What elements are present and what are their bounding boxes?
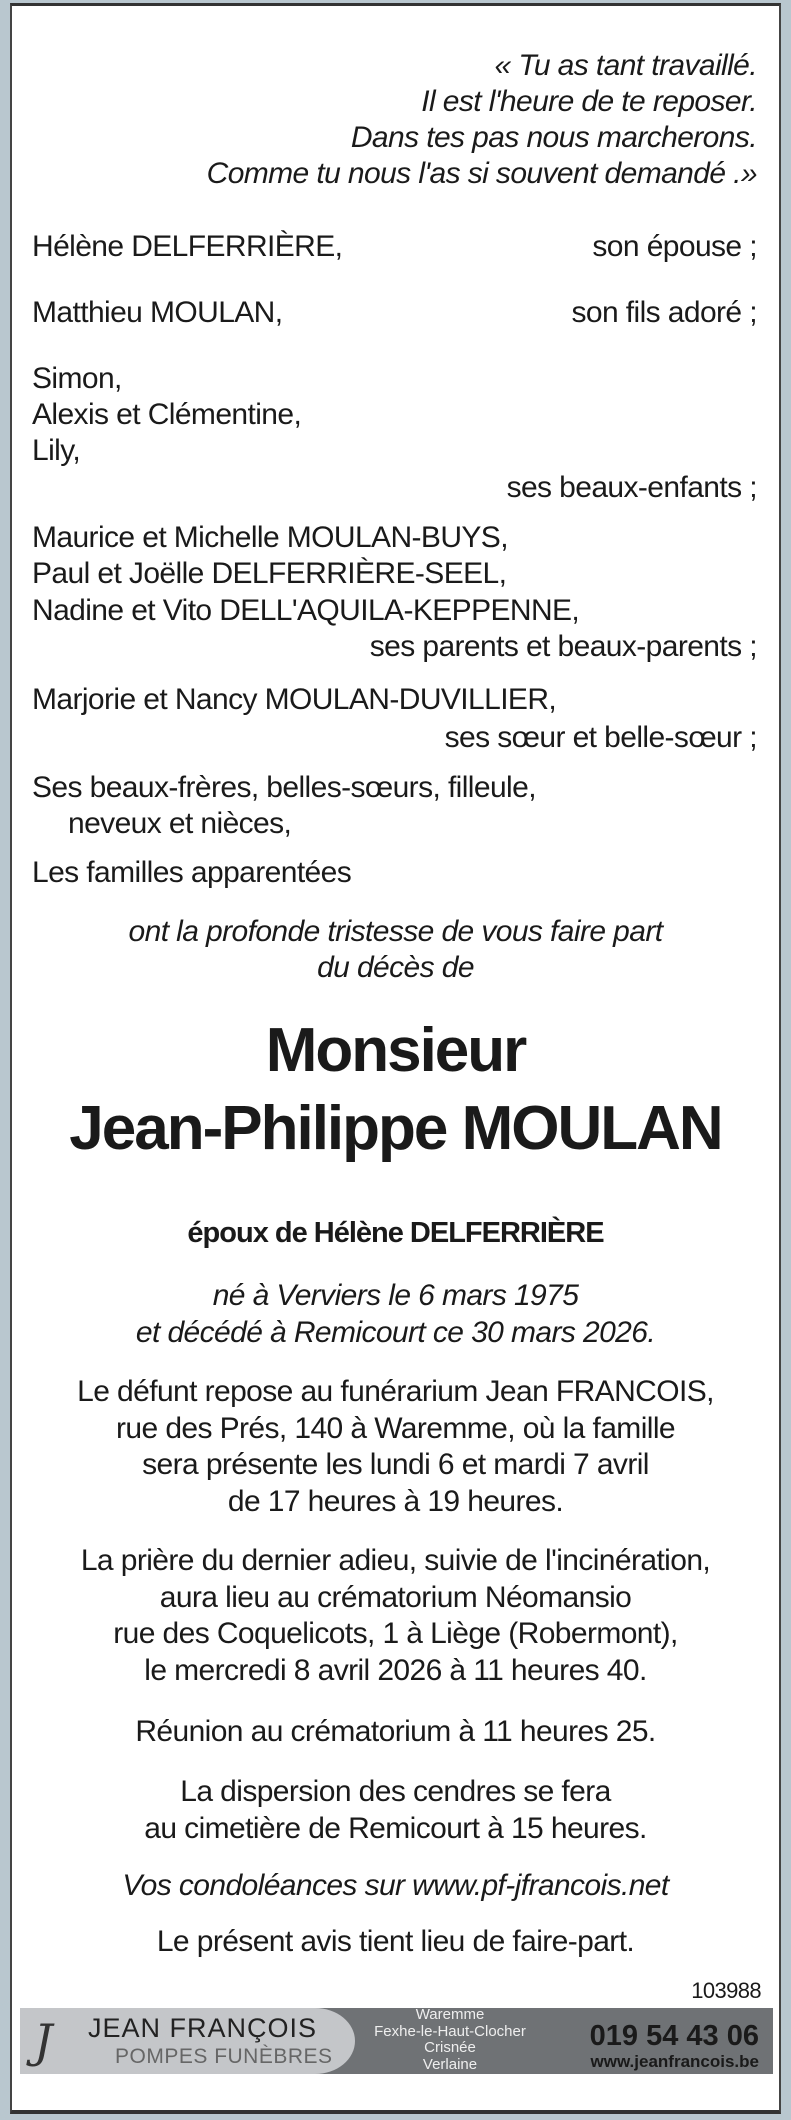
dispersion-line: au cimetière de Remicourt à 15 heures. — [144, 1812, 647, 1845]
sister-relation: ses sœur et belle-sœur ; — [444, 721, 757, 754]
condolences-line: Vos condoléances sur www.pf-jfrancois.net — [122, 1869, 669, 1902]
ceremony-line: aura lieu au crématorium Néomansio — [159, 1581, 632, 1614]
spouse-name: Hélène DELFERRIÈRE, — [32, 230, 343, 263]
reference-number: 103988 — [691, 1978, 761, 2003]
stepchild-line: Alexis et Clémentine, — [32, 398, 302, 431]
meeting-line: Réunion au crématorium à 11 heures 25. — [135, 1715, 656, 1748]
announcement-line: du décès de — [317, 951, 474, 984]
death-line: et décédé à Remicourt ce 30 mars 2026. — [135, 1316, 656, 1349]
parents-relation: ses parents et beaux-parents ; — [369, 630, 757, 663]
quote-line: Il est l'heure de te reposer. — [421, 85, 757, 118]
parents-line: Maurice et Michelle MOULAN-BUYS, — [32, 521, 508, 554]
quote-line: Dans tes pas nous marcherons. — [350, 121, 757, 154]
parents-line: Nadine et Vito DELL'AQUILA-KEPPENNE, — [32, 594, 580, 627]
nephews-line: neveux et nièces, — [68, 807, 292, 840]
deceased-name: Jean-Philippe MOULAN — [69, 1094, 722, 1163]
quote-line: « Tu as tant travaillé. — [494, 49, 757, 82]
town: Crisnée — [424, 2039, 476, 2056]
stepchild-line: Lily, — [32, 434, 81, 467]
sister-name: Marjorie et Nancy MOULAN-DUVILLIER, — [32, 683, 557, 716]
son-relation: son fils adoré ; — [571, 296, 757, 329]
announcement-line: ont la profonde tristesse de vous faire part — [128, 915, 663, 948]
stepchild-line: Simon, — [32, 362, 122, 395]
ceremony-line: le mercredi 8 avril 2026 à 11 heures 40. — [144, 1654, 647, 1687]
visitation-line: Le défunt repose au funérarium Jean FRANCOIS, — [77, 1375, 714, 1408]
relatives-line: Les familles apparentées — [32, 856, 352, 889]
funeral-home-banner — [20, 2008, 773, 2074]
parents-line: Paul et Joëlle DELFERRIÈRE-SEEL, — [32, 557, 507, 590]
phone-number: 019 54 43 06 — [589, 2020, 759, 2052]
signature-logo-icon: J — [34, 2014, 53, 2068]
stepchildren-relation: ses beaux-enfants ; — [506, 471, 757, 504]
town: Fexhe-le-Haut-Clocher — [374, 2022, 526, 2040]
deceased-spouse: époux de Hélène DELFERRIÈRE — [187, 1217, 604, 1249]
inlaws-line: Ses beaux-frères, belles-sœurs, filleule, — [32, 771, 536, 804]
quote-line: Comme tu nous l'as si souvent demandé .» — [206, 157, 757, 190]
town: Waremme — [415, 2006, 485, 2023]
obituary-notice — [10, 3, 781, 2114]
brand-panel — [20, 2008, 355, 2074]
birth-line: né à Verviers le 6 mars 1975 — [212, 1279, 579, 1312]
deceased-title: Monsieur — [265, 1016, 526, 1085]
visitation-line: rue des Prés, 140 à Waremme, où la famille — [116, 1412, 675, 1445]
ceremony-line: La prière du dernier adieu, suivie de l'incinération, — [80, 1544, 711, 1577]
town-list — [365, 2007, 535, 2073]
son-name: Matthieu MOULAN, — [32, 296, 283, 329]
visitation-line: sera présente les lundi 6 et mardi 7 avril — [142, 1448, 649, 1481]
website-link[interactable]: www.jeanfrancois.be — [590, 2052, 759, 2071]
notice-line: Le présent avis tient lieu de faire-part. — [156, 1925, 635, 1958]
spouse-relation: son épouse ; — [592, 230, 757, 263]
dispersion-line: La dispersion des cendres se fera — [180, 1775, 611, 1808]
brand-subtitle: POMPES FUNÈBRES — [115, 2045, 333, 2068]
town: Verlaine — [422, 2055, 478, 2073]
brand-name: JEAN FRANÇOIS — [88, 2013, 318, 2043]
ceremony-line: rue des Coquelicots, 1 à Liège (Robermont), — [113, 1617, 678, 1650]
visitation-line: de 17 heures à 19 heures. — [227, 1485, 564, 1518]
